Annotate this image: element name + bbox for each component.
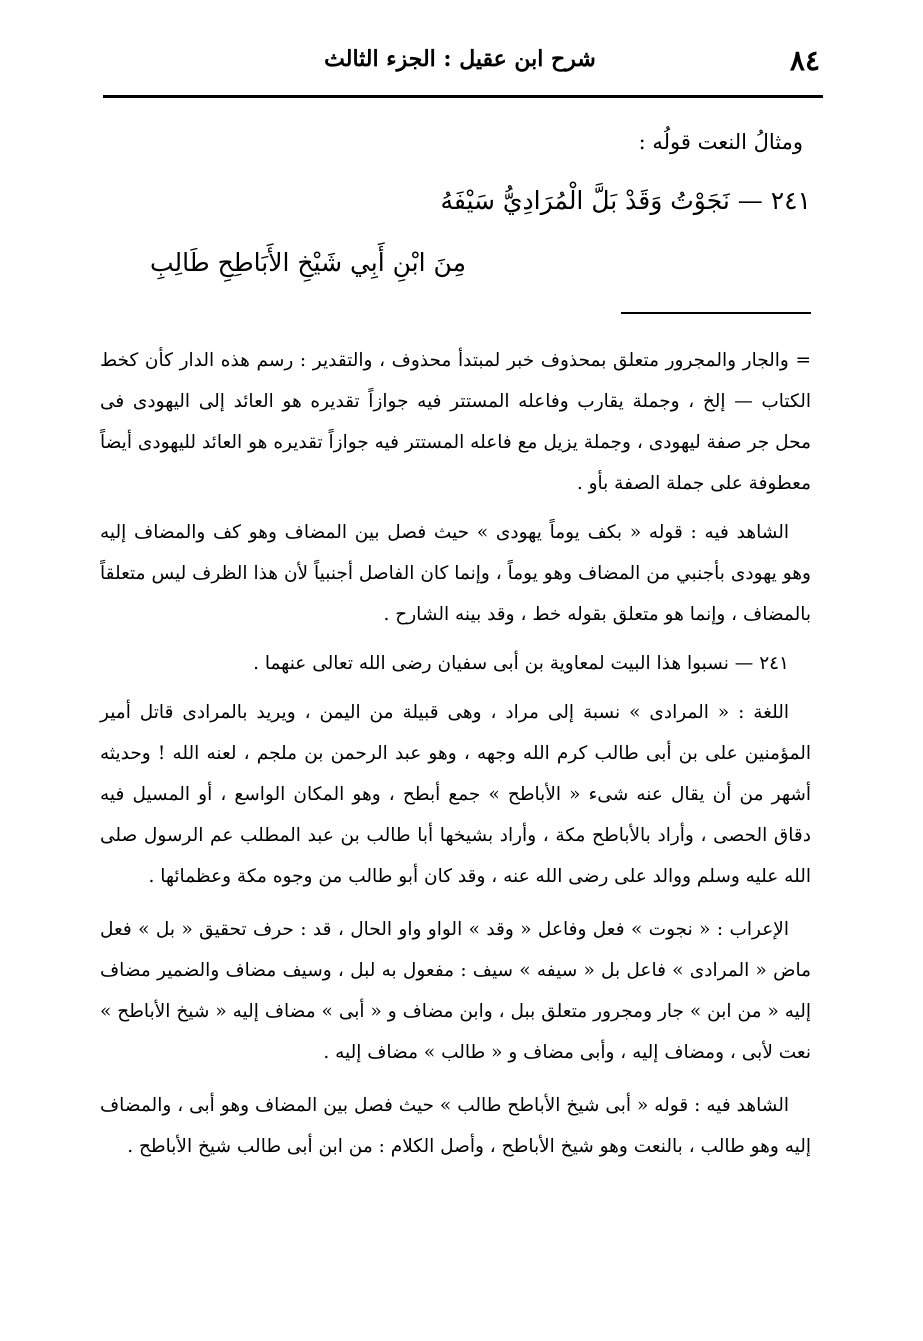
page-header [100, 38, 820, 88]
verse-intro: ومثالُ النعت قولُه : [638, 130, 803, 154]
header-rule [103, 95, 823, 98]
verse-hemistich-1: ٢٤١ — نَجَوْتُ وَقَدْ بَلَّ الْمُرَادِيُّ سَيْفَهُ [440, 186, 811, 215]
note-lexicon: اللغة : « المرادى » نسبة إلى مراد ، وهى قبيلة من اليمن ، ويريد بالمرادى قاتل أمير المؤمنين على بن أبى طالب كرم الله وجهه ، وهو عبد الرحمن بن ملجم ، لعنه الله ! وحديثه أشهر من أن يقال عنه شىء « الأباطح » جمع أبطح ، وهو المكان الواسع ، أو المسيل فيه دقاق الحصى ، وأراد بالأباطح مكة ، وأراد بشيخها أبا طالب بن عبد المطلب عم الرسول صلى الله عليه وسلم ووالد على رضى الله عنه ، وقد كان أبو طالب من وجوه مكة وعظمائها . [100, 702, 811, 887]
footnotes [100, 340, 811, 1175]
footnote-separator [621, 312, 811, 314]
note-shahid: الشاهد فيه : قوله « أبى شيخ الأباطح طالب » حيث فصل بين المضاف وهو أبى ، والمضاف إليه وهو طالب ، بالنعت وهو شيخ الأباطح ، وأصل الكلام : من ابن أبى طالب شيخ الأباطح . [100, 1095, 811, 1157]
verse-hemistich-2: مِنَ ابْنِ أَبِي شَيْخِ الأَبَاطِحِ طَالِبِ [150, 248, 466, 277]
running-title: شرح ابن عقيل : الجزء الثالث [324, 46, 596, 72]
note-parsing: الإعراب : « نجوت » فعل وفاعل « وقد » الواو واو الحال ، قد : حرف تحقيق « بل » فعل ماض « المرادى » فاعل بل « سيفه » سيف : مفعول به لبل ، وسيف مضاف والضمير مضاف إليه « من ابن » جار ومجرور متعلق ببل ، وابن مضاف و « أبى » مضاف إليه « شيخ الأباطح » نعت لأبى ، ومضاف إليه ، وأبى مضاف و « طالب » مضاف إليه . [100, 919, 811, 1063]
note-continuation: = والجار والمجرور متعلق بمحذوف خبر لمبتدأ محذوف ، والتقدير : رسم هذه الدار كأن كخط الكتاب — إلخ ، وجملة يقارب وفاعله المستتر فيه جوازاً تقديره هو العائد إلى اليهودى فى محل جر صفة ليهودى ، وجملة يزيل مع فاعله المستتر فيه جوازاً تقديره هو العائد لليهودى أيضاً معطوفة على جملة الصفة بأو . [100, 350, 811, 494]
note-shahid-prev: الشاهد فيه : قوله « بكف يوماً يهودى » حيث فصل بين المضاف وهو كف والمضاف إليه وهو يهودى بأجنبي من المضاف وهو يوماً ، وإنما كان الفاصل أجنبياً لأن هذا الظرف ليس متعلقاً بالمضاف ، وإنما هو متعلق بقوله خط ، وقد بينه الشارح . [100, 522, 811, 625]
note-verse-attribution: ٢٤١ — نسبوا هذا البيت لمعاوية بن أبى سفيان رضى الله تعالى عنهما . [253, 653, 789, 674]
page-number: ٨٤ [789, 44, 820, 77]
